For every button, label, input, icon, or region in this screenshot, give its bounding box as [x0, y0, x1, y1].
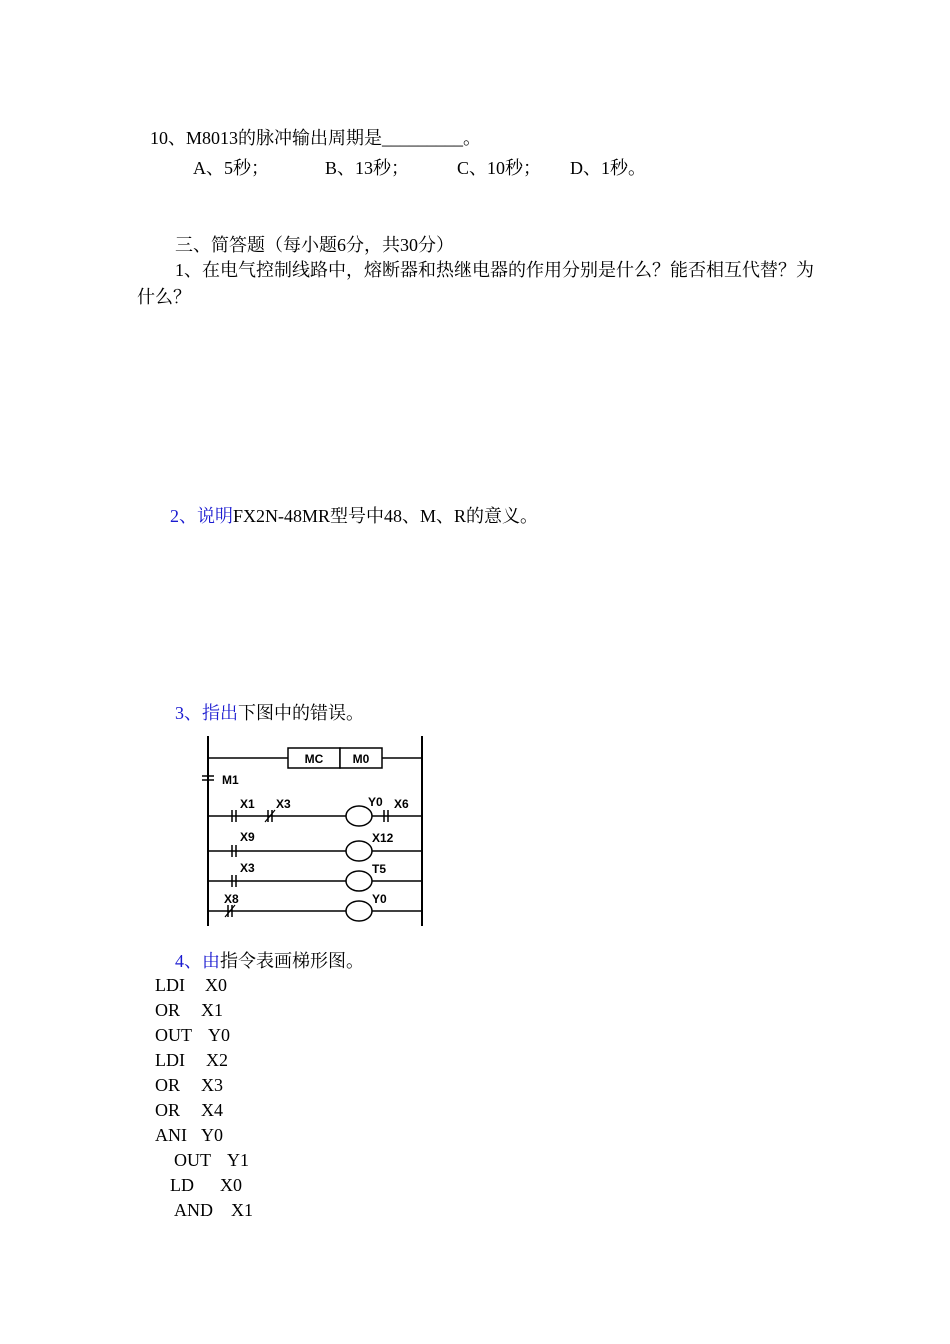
- coil-y0-second: [346, 901, 372, 921]
- instruction-row: [155, 1074, 223, 1096]
- question-4-prefix: 4、由: [175, 951, 220, 971]
- instruction-op: OUT: [174, 1150, 211, 1170]
- question-3-prefix: 3、指出: [175, 703, 238, 723]
- label-t5: T5: [372, 862, 387, 876]
- label-x8: X8: [224, 892, 239, 906]
- mc-label: MC: [304, 752, 324, 766]
- option-c: C、10秒；: [457, 158, 542, 178]
- instruction-op: OUT: [155, 1025, 192, 1045]
- question-3-text: 下图中的错误。: [238, 703, 364, 723]
- instruction-arg: X0: [220, 1175, 242, 1195]
- instruction-op: LDI: [155, 1050, 185, 1070]
- instruction-arg: Y0: [208, 1025, 230, 1045]
- label-x9: X9: [240, 830, 255, 844]
- question-10-stem: 10、M8013的脉冲输出周期是_________。: [150, 128, 482, 148]
- ladder-diagram: [196, 730, 436, 930]
- instruction-op: LDI: [155, 975, 185, 995]
- instruction-op: OR: [155, 1100, 181, 1120]
- instruction-row: [155, 1124, 223, 1146]
- question-2-prefix: 2、说明: [170, 506, 233, 526]
- option-d: D、1秒。: [570, 158, 646, 178]
- option-a: A、5秒；: [193, 158, 269, 178]
- question-3: [175, 702, 364, 724]
- instruction-op: AND: [174, 1200, 213, 1220]
- instruction-op: OR: [155, 1000, 181, 1020]
- instruction-row: [170, 1174, 242, 1196]
- coil-y0-first: [346, 806, 372, 826]
- question-4: [175, 950, 364, 972]
- instruction-row: [155, 999, 223, 1021]
- label-x6: X6: [394, 797, 409, 811]
- instruction-arg: X1: [231, 1200, 253, 1220]
- label-x12: X12: [372, 831, 394, 845]
- m0-label: M0: [352, 752, 370, 766]
- instruction-arg: X1: [201, 1000, 223, 1020]
- question-1-line1: 1、在电气控制线路中，熔断器和热继电器的作用分别是什么？能否相互代替？为: [175, 260, 814, 280]
- instruction-row: [155, 974, 227, 996]
- instruction-row: [174, 1199, 253, 1221]
- label-x3-rung3: X3: [240, 861, 255, 875]
- instruction-arg: X2: [206, 1050, 228, 1070]
- instruction-row: [155, 1024, 230, 1046]
- question-1-line2: 什么？: [137, 287, 191, 307]
- m1-label: M1: [222, 773, 239, 787]
- question-4-text: 指令表画梯形图。: [220, 951, 364, 971]
- label-y0-second: Y0: [372, 892, 387, 906]
- coil-t5: [346, 871, 372, 891]
- instruction-row: [155, 1099, 223, 1121]
- instruction-arg: X3: [201, 1075, 223, 1095]
- instruction-arg: Y0: [201, 1125, 223, 1145]
- question-2-text: FX2N-48MR型号中48、M、R的意义。: [233, 506, 539, 526]
- label-y0-first: Y0: [368, 795, 383, 809]
- coil-x12: [346, 841, 372, 861]
- instruction-arg: X0: [205, 975, 227, 995]
- option-b: B、13秒；: [325, 158, 410, 178]
- instruction-op: LD: [170, 1175, 194, 1195]
- question-2: [170, 505, 538, 527]
- instruction-op: ANI: [155, 1125, 187, 1145]
- instruction-row: [155, 1049, 228, 1071]
- instruction-arg: Y1: [227, 1150, 249, 1170]
- instruction-row: [174, 1149, 249, 1171]
- label-x1: X1: [240, 797, 255, 811]
- instruction-op: OR: [155, 1075, 181, 1095]
- section-heading: 三、简答题（每小题6分，共30分）: [175, 235, 454, 255]
- label-x3: X3: [276, 797, 291, 811]
- instruction-arg: X4: [201, 1100, 223, 1120]
